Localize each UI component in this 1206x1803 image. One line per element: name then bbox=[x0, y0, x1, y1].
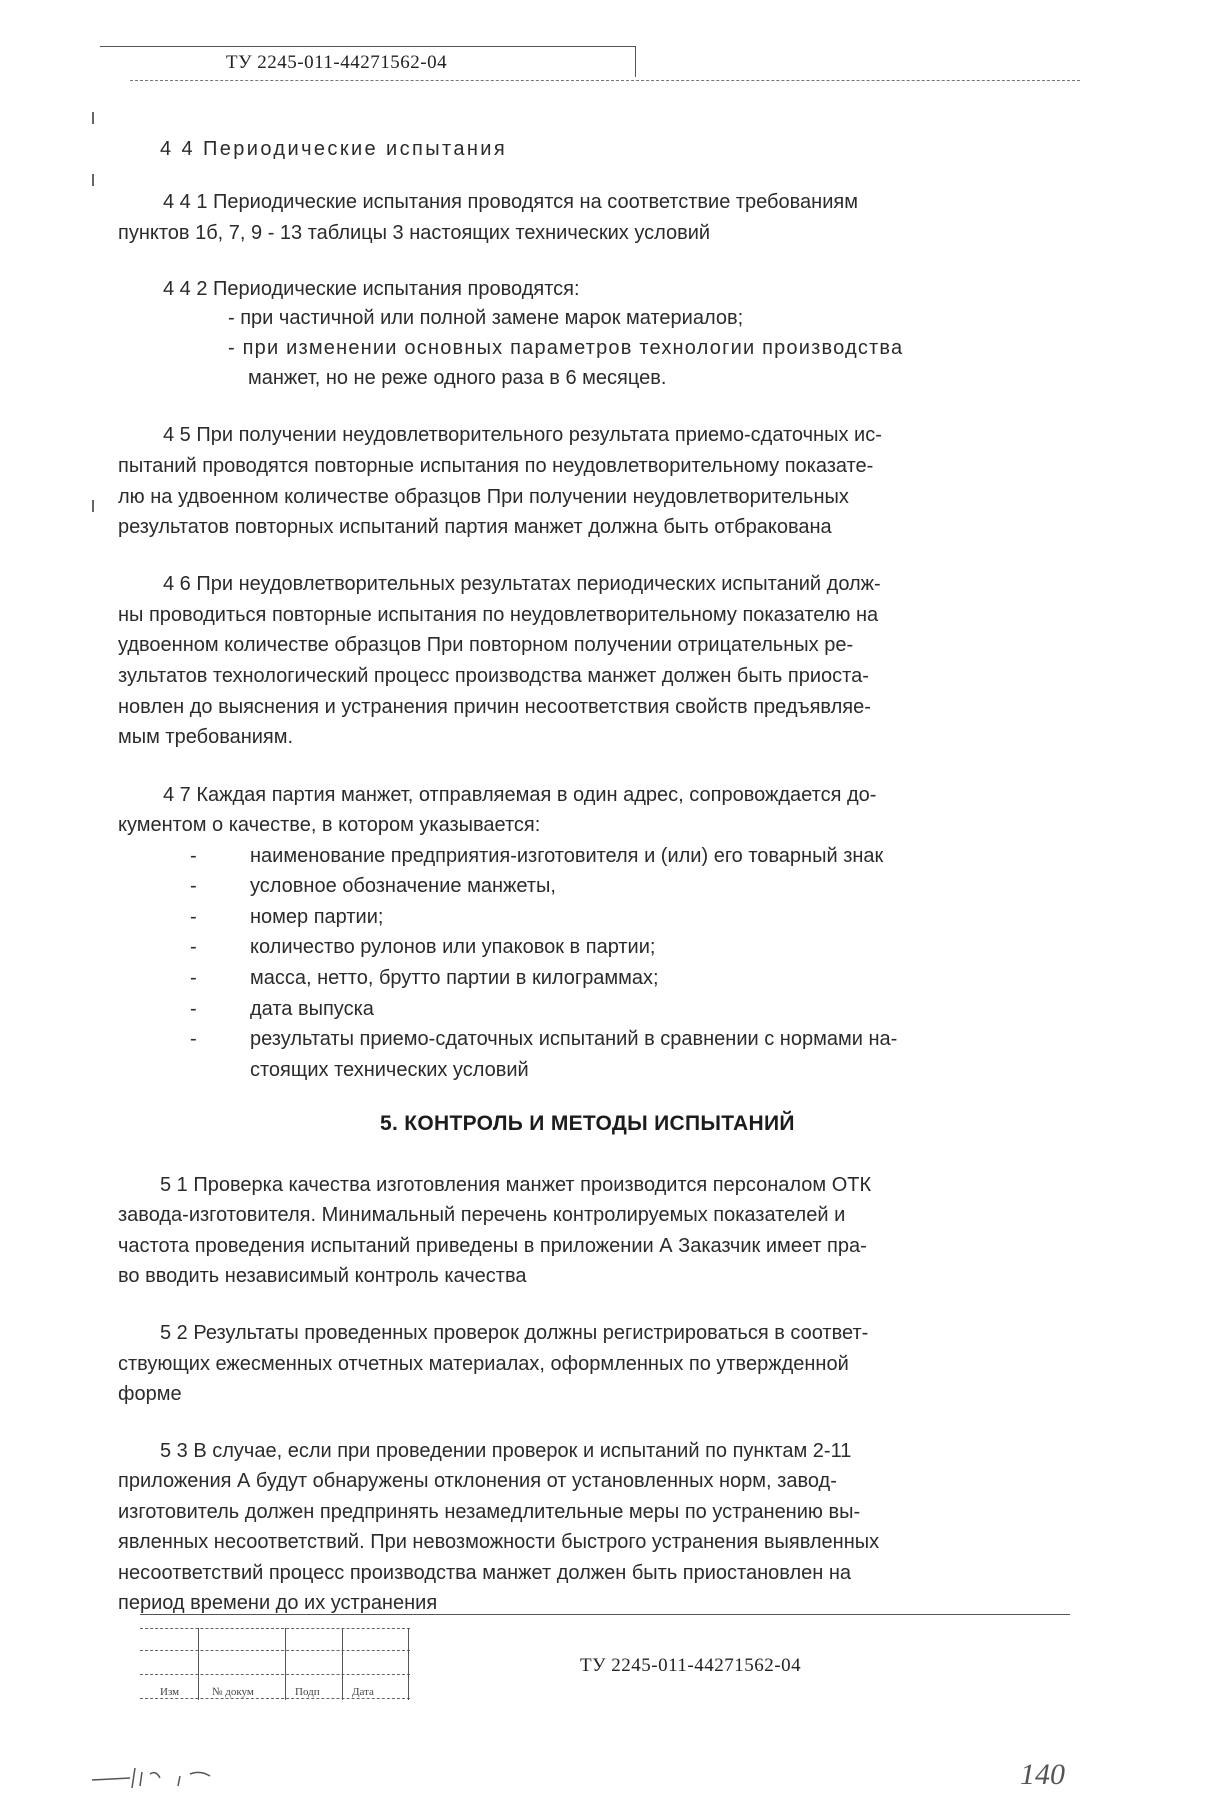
header-rule bbox=[130, 80, 1080, 81]
p441-line: 4 4 1 Периодические испытания проводятся на соответствие требованиям bbox=[163, 191, 858, 213]
p46-line: мым требованиям. bbox=[118, 726, 294, 748]
page-number: 140 bbox=[1020, 1758, 1065, 1791]
p52-line: 5 2 Результаты проведенных проверок должны регистрироваться в соответ- bbox=[160, 1322, 869, 1344]
handwritten-mark bbox=[90, 1762, 280, 1792]
p47-item: количество рулонов или упаковок в партии; bbox=[250, 936, 656, 958]
p53-line: период времени до их устранения bbox=[118, 1592, 438, 1614]
p51-line: во вводить независимый контроль качества bbox=[118, 1265, 527, 1287]
p45-line: результатов повторных испытаний партия манжет должна быть отбракована bbox=[118, 516, 832, 538]
p53-line: изготовитель должен предпринять незамедлительные меры по устранению вы- bbox=[118, 1501, 861, 1523]
p47-item: масса, нетто, брутто партии в килограммах; bbox=[250, 967, 659, 989]
p442-intro: 4 4 2 Периодические испытания проводятся: bbox=[163, 278, 580, 300]
p47-intro-line: 4 7 Каждая партия манжет, отправляемая в один адрес, сопровождается до- bbox=[163, 784, 877, 806]
p442-item: - при частичной или полной замене марок материалов; bbox=[228, 307, 744, 329]
p46-line: новлен до выяснения и устранения причин несоответствия свойств предъявляе- bbox=[118, 696, 871, 718]
stamp-label-doc-number: № докум bbox=[212, 1686, 254, 1698]
list-dash: - bbox=[190, 845, 197, 867]
list-dash: - bbox=[190, 1028, 197, 1050]
p47-item: стоящих технических условий bbox=[250, 1059, 529, 1081]
p47-item: результаты приемо-сдаточных испытаний в сравнении с нормами на- bbox=[250, 1028, 898, 1050]
margin-mark bbox=[92, 500, 94, 512]
p47-intro-line: кументом о качестве, в котором указывается: bbox=[118, 814, 541, 836]
p47-item: наименование предприятия-изготовителя и (или) его товарный знак bbox=[250, 845, 884, 867]
p51-line: 5 1 Проверка качества изготовления манжет производится персоналом ОТК bbox=[160, 1174, 872, 1196]
section-4-4-title: 4 4 Периодические испытания bbox=[160, 138, 508, 160]
p441-line: пунктов 1б, 7, 9 - 13 таблицы 3 настоящих технических условий bbox=[118, 222, 711, 244]
footer-doc-code: ТУ 2245-011-44271562-04 bbox=[580, 1655, 802, 1676]
list-dash: - bbox=[190, 875, 197, 897]
p47-item: номер партии; bbox=[250, 906, 384, 928]
margin-mark bbox=[92, 174, 94, 186]
p53-line: приложения А будут обнаружены отклонения от установленных норм, завод- bbox=[118, 1470, 837, 1492]
p46-line: зультатов технологический процесс производства манжет должен быть приоста- bbox=[118, 665, 869, 687]
p47-item: дата выпуска bbox=[250, 998, 374, 1020]
list-dash: - bbox=[190, 998, 197, 1020]
p45-line: лю на удвоенном количестве образцов При получении неудовлетворительных bbox=[118, 486, 849, 508]
stamp-top-rule bbox=[140, 1614, 1070, 1615]
p47-item: условное обозначение манжеты, bbox=[250, 875, 556, 897]
p52-line: ствующих ежесменных отчетных материалах, оформленных по утвержденной bbox=[118, 1353, 849, 1375]
p51-line: завода-изготовителя. Минимальный перечень контролируемых показателей и bbox=[118, 1204, 846, 1226]
list-dash: - bbox=[190, 906, 197, 928]
p442-item: - при изменении основных параметров технологии производства bbox=[228, 337, 904, 359]
header-doc-code: ТУ 2245-011-44271562-04 bbox=[226, 52, 448, 73]
p46-line: 4 6 При неудовлетворительных результатах периодических испытаний долж- bbox=[163, 573, 881, 595]
p53-line: явленных несоответствий. При невозможности быстрого устранения выявленных bbox=[118, 1531, 880, 1553]
p45-line: пытаний проводятся повторные испытания по неудовлетворительному показате- bbox=[118, 455, 874, 477]
p45-line: 4 5 При получении неудовлетворительного результата приемо-сдаточных ис- bbox=[163, 424, 882, 446]
p46-line: удвоенном количестве образцов При повторном получении отрицательных ре- bbox=[118, 634, 854, 656]
margin-mark bbox=[92, 112, 94, 124]
stamp-label-date: Дата bbox=[352, 1686, 374, 1698]
p53-line: 5 3 В случае, если при проведении проверок и испытаний по пунктам 2-11 bbox=[160, 1440, 852, 1462]
list-dash: - bbox=[190, 936, 197, 958]
list-dash: - bbox=[190, 967, 197, 989]
p53-line: несоответствий процесс производства манжет должен быть приостановлен на bbox=[118, 1562, 852, 1584]
section-5-title: 5. КОНТРОЛЬ И МЕТОДЫ ИСПЫТАНИЙ bbox=[380, 1112, 795, 1135]
p46-line: ны проводиться повторные испытания по неудовлетворительному показателю на bbox=[118, 604, 879, 626]
p52-line: форме bbox=[118, 1383, 182, 1405]
p51-line: частота проведения испытаний приведены в приложении А Заказчик имеет пра- bbox=[118, 1235, 867, 1257]
p442-item: манжет, но не реже одного раза в 6 месяцев. bbox=[248, 367, 667, 389]
stamp-label-signature: Подп bbox=[295, 1686, 320, 1698]
stamp-label-change: Изм bbox=[160, 1686, 180, 1698]
